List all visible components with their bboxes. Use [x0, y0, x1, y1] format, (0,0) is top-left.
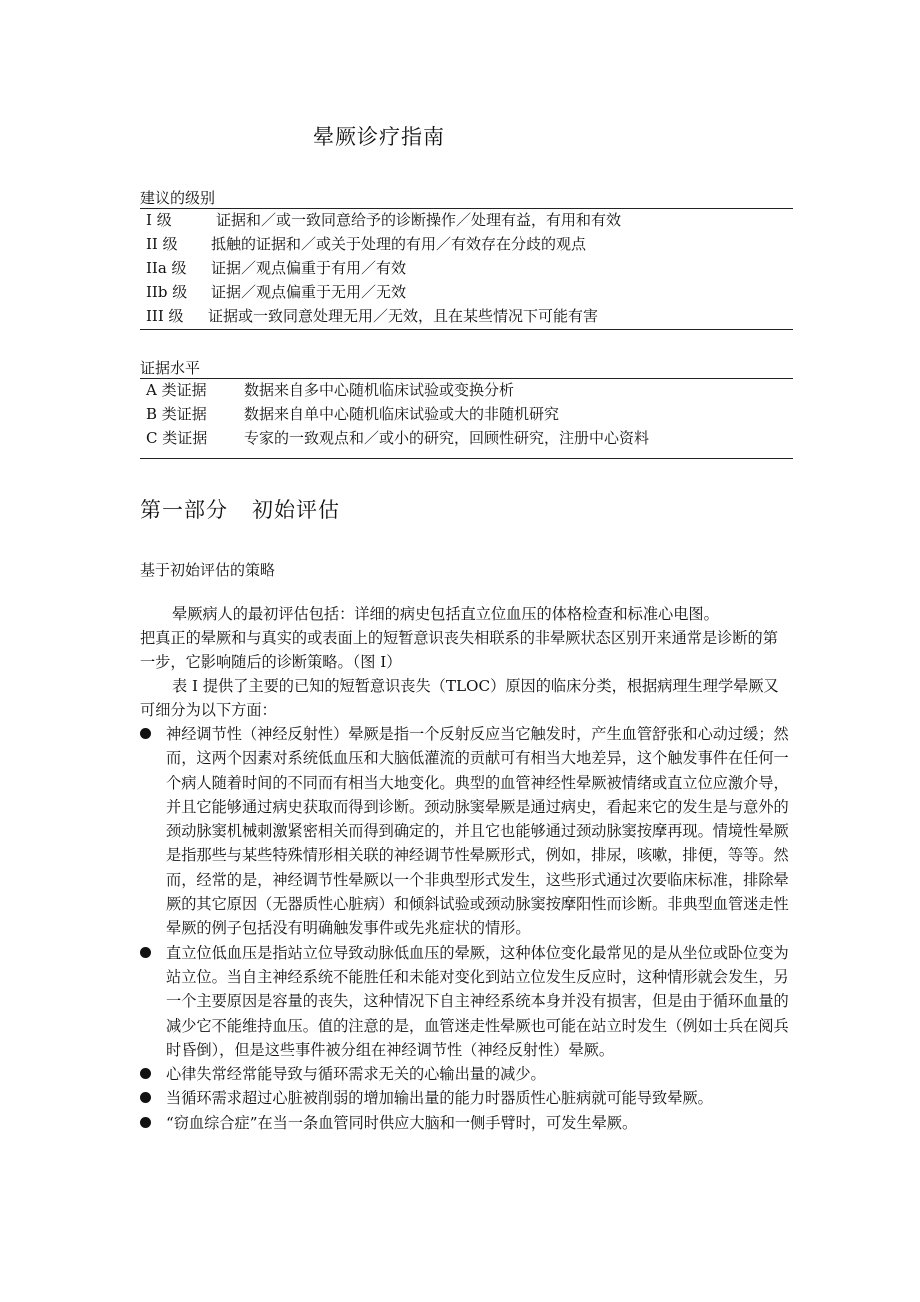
bullet-item — [140, 941, 792, 1062]
bullet-icon — [140, 728, 151, 739]
grades-heading: 建议的级别 — [140, 189, 216, 207]
part-label: 第一部分 — [140, 498, 228, 522]
bullet-text: 直立位低血压是指站立位导致动脉低血压的晕厥，这种体位变化最常见的是从坐位或卧位变为站立位。当自主神经系统不能胜任和未能对变化到站立位发生反应时，这种情形就会发生，另一个主要原因是容量的丧失，这种情况下自主神经系统本身并没有损害，但是由于循环血量的减少它不能维持血压。值的注意的是，血管迷走性晕厥也可能在站立时发生（例如士兵在阅兵时昏倒），但是这些事件被分组在神经调节性（神经反射性）晕厥。 — [166, 943, 789, 1059]
grade-level: IIa 级 — [146, 259, 187, 277]
document-title: 晕厥诊疗指南 — [313, 125, 445, 149]
evidence-row-a — [146, 379, 515, 401]
bullet-icon — [140, 1117, 151, 1128]
evidence-row-b — [146, 403, 560, 425]
bullet-item — [140, 722, 792, 941]
evidence-heading: 证据水平 — [140, 359, 201, 377]
section-subheading: 基于初始评估的策略 — [140, 561, 276, 579]
grade-level: IIb 级 — [146, 283, 188, 301]
grade-row-5 — [146, 305, 599, 327]
grade-row-4 — [146, 281, 407, 303]
evidence-row-c — [146, 427, 650, 449]
bullet-text: 心律失常经常能导致与循环需求无关的心输出量的减少。 — [166, 1065, 546, 1084]
evidence-level: A 类证据 — [146, 381, 207, 399]
bullet-text: “窃血综合症”在当一条血管同时供应大脑和一侧手臂时，可发生晕厥。 — [166, 1113, 638, 1132]
bullet-item — [140, 1111, 792, 1135]
bullet-item — [140, 1086, 792, 1110]
evidence-level: B 类证据 — [146, 405, 207, 423]
bullet-item — [140, 1062, 792, 1086]
paragraph: 把真正的晕厥和与真实的或表面上的短暂意识丧失相联系的非晕厥状态区别开来通常是诊断的第一步，它影响随后的诊断策略。（图 I） — [140, 629, 778, 671]
grade-row-3 — [146, 257, 407, 279]
evidence-description: 专家的一致观点和／或小的研究，回顾性研究，注册中心资料 — [244, 429, 650, 447]
grade-level: III 级 — [146, 307, 184, 325]
part-name: 初始评估 — [252, 498, 340, 522]
grades-bottom-rule — [140, 329, 793, 330]
evidence-bottom-rule — [140, 458, 793, 459]
evidence-description: 数据来自单中心随机临床试验或大的非随机研究 — [244, 405, 560, 423]
grade-description: 证据或一致同意处理无用／无效，且在某些情况下可能有害 — [208, 307, 599, 325]
evidence-description: 数据来自多中心随机临床试验或变换分析 — [244, 381, 515, 399]
bullet-icon — [140, 1092, 151, 1103]
body-text — [140, 602, 792, 722]
bullet-icon — [140, 947, 151, 958]
grade-level: II 级 — [146, 235, 178, 253]
grade-row-2 — [146, 233, 587, 255]
grade-description: 证据／观点偏重于有用／有效 — [211, 259, 407, 277]
part-title — [140, 494, 340, 524]
grade-description: 证据和／或一致同意给予的诊断操作／处理有益，有用和有效 — [216, 211, 622, 229]
grade-row-1 — [146, 209, 622, 231]
paragraph: 表 I 提供了主要的已知的短暂意识丧失（TLOC）原因的临床分类，根据病理生理学晕厥又可细分为以下方面： — [140, 677, 779, 719]
bullet-icon — [140, 1068, 151, 1079]
grade-description: 证据／观点偏重于无用／无效 — [211, 283, 407, 301]
grade-description: 抵触的证据和／或关于处理的有用／有效存在分歧的观点 — [211, 235, 587, 253]
bullet-text: 当循环需求超过心脏被削弱的增加输出量的能力时器质性心脏病就可能导致晕厥。 — [166, 1089, 713, 1108]
evidence-level: C 类证据 — [146, 429, 208, 447]
bullet-list — [140, 722, 792, 1135]
bullet-text: 神经调节性（神经反射性）晕厥是指一个反射反应当它触发时，产生血管舒张和心动过缓；然而，这两个因素对系统低血压和大脑低灌流的贡献可有相当大地差异，这个触发事件在任何一个病人随着时间的不同而有相当大地变化。典型的血管神经性晕厥被情绪或直立位应激介导，并且它能够通过病史获取而得到诊断。颈动脉窦晕厥是通过病史，看起来它的发生是与意外的颈动脉窦机械刺激紧密相关而得到确定的，并且它也能够通过颈动脉窦按摩再现。情境性晕厥是指那些与某些特殊情形相关联的神经调节性晕厥形式，例如，排尿，咳嗽，排便，等等。然而，经常的是，神经调节性晕厥以一个非典型形式发生，这些形式通过次要临床标准，排除晕厥的其它原因（无器质性心脏病）和倾斜试验或颈动脉窦按摩阳性而诊断。非典型血管迷走性晕厥的例子包括没有明确触发事件或先兆症状的情形。 — [166, 725, 789, 938]
grade-level: I 级 — [146, 211, 172, 229]
paragraph: 晕厥病人的最初评估包括：详细的病史包括直立位血压的体格检查和标准心电图。 — [172, 605, 719, 623]
